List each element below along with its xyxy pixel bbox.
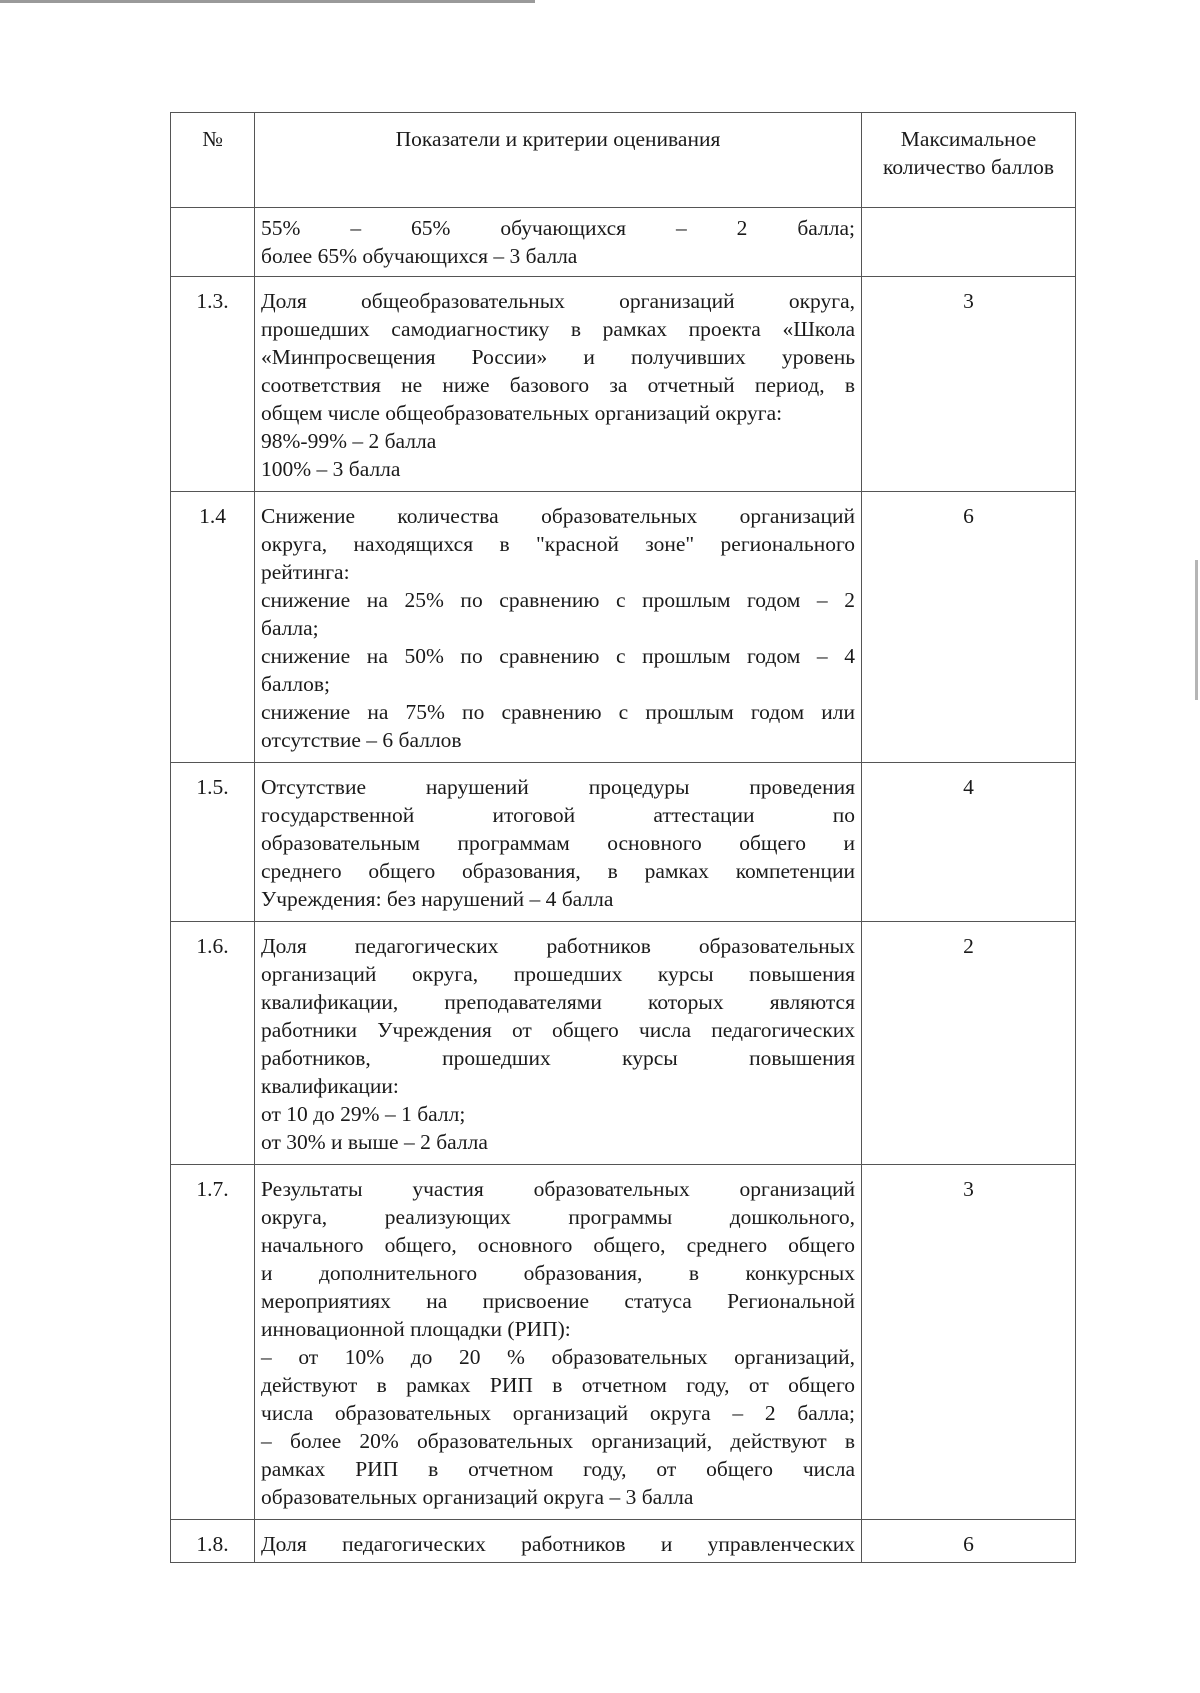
criteria-line: Доля педагогических работников образовательных xyxy=(261,934,855,958)
criteria-line: квалификации, преподавателями которых являются xyxy=(261,990,855,1014)
row-max-points: 3 xyxy=(862,277,1076,492)
criteria-line: организаций округа, прошедших курсы повышения xyxy=(261,962,855,986)
criteria-line: образовательных организаций округа – 3 балла xyxy=(261,1485,694,1509)
row-max-points: 4 xyxy=(862,763,1076,922)
header-num: № xyxy=(171,113,255,208)
criteria-line: от 10 до 29% – 1 балл; xyxy=(261,1102,466,1126)
row-num: 1.6. xyxy=(171,922,255,1165)
criteria-line: и дополнительного образования, в конкурсных xyxy=(261,1261,855,1285)
row-criteria xyxy=(255,208,862,277)
scan-edge-right xyxy=(1195,560,1198,700)
table-row xyxy=(171,277,1076,492)
criteria-line: рейтинга: xyxy=(261,560,350,584)
criteria-line: Отсутствие нарушений процедуры проведения xyxy=(261,775,855,799)
criteria-line: начального общего, основного общего, среднего общего xyxy=(261,1233,855,1257)
row-max-points xyxy=(862,208,1076,277)
row-max-points: 6 xyxy=(862,1520,1076,1563)
table-row xyxy=(171,922,1076,1165)
row-criteria xyxy=(255,1165,862,1520)
row-num: 1.8. xyxy=(171,1520,255,1563)
criteria-line: Доля педагогических работников и управленческих xyxy=(261,1532,855,1556)
criteria-line: снижение на 75% по сравнению с прошлым годом или xyxy=(261,700,855,724)
criteria-line: балла; xyxy=(261,616,319,640)
criteria-line: – от 10% до 20 % образовательных организаций, xyxy=(261,1345,855,1369)
table-row xyxy=(171,1520,1076,1563)
header-max-line1: Максимальное xyxy=(900,127,1037,151)
criteria-line: инновационной площадки (РИП): xyxy=(261,1317,571,1341)
row-num: 1.4 xyxy=(171,492,255,763)
criteria-line: округа, реализующих программы дошкольного, xyxy=(261,1205,855,1229)
criteria-line: работники Учреждения от общего числа педагогических xyxy=(261,1018,855,1042)
criteria-line: мероприятиях на присвоение статуса Региональной xyxy=(261,1289,855,1313)
criteria-line: Снижение количества образовательных организаций xyxy=(261,504,855,528)
table-header-row xyxy=(171,113,1076,208)
criteria-line: Учреждения: без нарушений – 4 балла xyxy=(261,887,614,911)
row-num: 1.5. xyxy=(171,763,255,922)
row-criteria xyxy=(255,922,862,1165)
row-criteria xyxy=(255,492,862,763)
criteria-line: снижение на 25% по сравнению с прошлым годом – 2 xyxy=(261,588,855,612)
row-num: 1.3. xyxy=(171,277,255,492)
criteria-line: снижение на 50% по сравнению с прошлым годом – 4 xyxy=(261,644,855,668)
criteria-line: действуют в рамках РИП в отчетном году, от общего xyxy=(261,1373,855,1397)
table-row xyxy=(171,208,1076,277)
criteria-line: от 30% и выше – 2 балла xyxy=(261,1130,488,1154)
row-max-points: 2 xyxy=(862,922,1076,1165)
criteria-line: более 65% обучающихся – 3 балла xyxy=(261,244,578,268)
criteria-line: 98%-99% – 2 балла xyxy=(261,429,437,453)
criteria-line: среднего общего образования, в рамках компетенции xyxy=(261,859,855,883)
criteria-line: прошедших самодиагностику в рамках проекта «Школа xyxy=(261,317,855,341)
row-num: 1.7. xyxy=(171,1165,255,1520)
criteria-line: государственной итоговой аттестации по xyxy=(261,803,855,827)
row-max-points: 6 xyxy=(862,492,1076,763)
row-criteria xyxy=(255,763,862,922)
criteria-line: «Минпросвещения России» и получивших уровень xyxy=(261,345,855,369)
criteria-line: образовательным программам основного общего и xyxy=(261,831,855,855)
criteria-line: Результаты участия образовательных организаций xyxy=(261,1177,855,1201)
criteria-line: числа образовательных организаций округа – 2 балла; xyxy=(261,1401,855,1425)
header-max-points xyxy=(862,113,1076,208)
criteria-line: рамках РИП в отчетном году, от общего числа xyxy=(261,1457,855,1481)
criteria-line: 100% – 3 балла xyxy=(261,457,401,481)
criteria-line: отсутствие – 6 баллов xyxy=(261,728,462,752)
table-row xyxy=(171,492,1076,763)
criteria-line: Доля общеобразовательных организаций округа, xyxy=(261,289,855,313)
row-num xyxy=(171,208,255,277)
criteria-line: работников, прошедших курсы повышения xyxy=(261,1046,855,1070)
criteria-line: баллов; xyxy=(261,672,331,696)
table-row xyxy=(171,1165,1076,1520)
row-criteria xyxy=(255,277,862,492)
criteria-line: округа, находящихся в "красной зоне" регионального xyxy=(261,532,855,556)
table-row xyxy=(171,763,1076,922)
criteria-line: – более 20% образовательных организаций, действуют в xyxy=(261,1429,855,1453)
criteria-line: 55% – 65% обучающихся – 2 балла; xyxy=(261,216,855,240)
criteria-line: соответствия не ниже базового за отчетный период, в xyxy=(261,373,855,397)
scan-edge-top xyxy=(0,0,535,3)
row-criteria xyxy=(255,1520,862,1563)
criteria-line: квалификации: xyxy=(261,1074,399,1098)
criteria-table xyxy=(170,112,1076,1563)
header-criteria: Показатели и критерии оценивания xyxy=(255,113,862,208)
row-max-points: 3 xyxy=(862,1165,1076,1520)
header-max-line2: количество баллов xyxy=(882,155,1055,179)
criteria-line: общем числе общеобразовательных организаций округа: xyxy=(261,401,783,425)
